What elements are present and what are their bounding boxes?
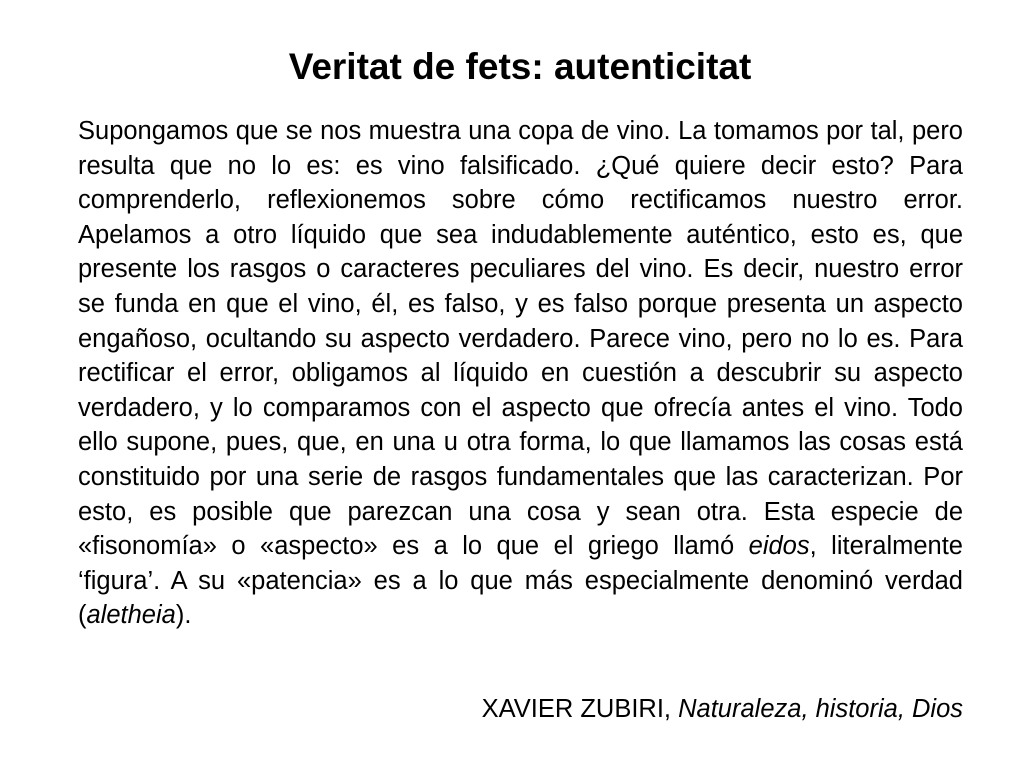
citation-work: Naturaleza, historia, Dios [678,695,963,723]
citation-author: XAVIER ZUBIRI, [481,695,672,723]
quote-paragraph [78,114,963,633]
citation [482,695,963,724]
quote-text: Supongamos que se nos muestra una copa de vino. La tomamos por tal, pero resulta que no lo es: es vino falsificado. ¿Qué quiere decir esto? Para comprenderlo, reflexionemos sobre cómo rectificamos nuestro error. Apelamos a otro líquido que sea indudablemente auténtico, esto es, que presente los rasgos o caracteres peculiares del vino. Es decir, nuestro error se funda en que el vino, él, es falso, y es falso porque presenta un aspecto engañoso, ocultando su aspecto verdadero. Parece vino, pero no lo es. Para rectificar el error, obligamos al líquido en cuestión a descubrir su aspecto verdadero, y lo comparamos con el aspecto que ofrecía antes el vino. Todo ello supone, pues, que, en una u otra forma, lo que llamamos las cosas está constituido por una serie de rasgos fundamentales que las caracterizan. Por esto, es posible que parezcan una cosa y sean otra. Esta especie de «fisonomía» o «aspecto» es a lo que el griego llamó [78,117,963,561]
quote-text: ). [175,601,192,630]
quote-term-eidos: eidos [748,532,810,561]
quote-text: , literalmente ‘figura’. A su «patencia» es a lo que más especialmente denominó verdad ( [78,532,963,630]
quote-term-aletheia: aletheia [86,601,176,630]
slide-title: Veritat de fets: autenticitat [288,46,752,87]
